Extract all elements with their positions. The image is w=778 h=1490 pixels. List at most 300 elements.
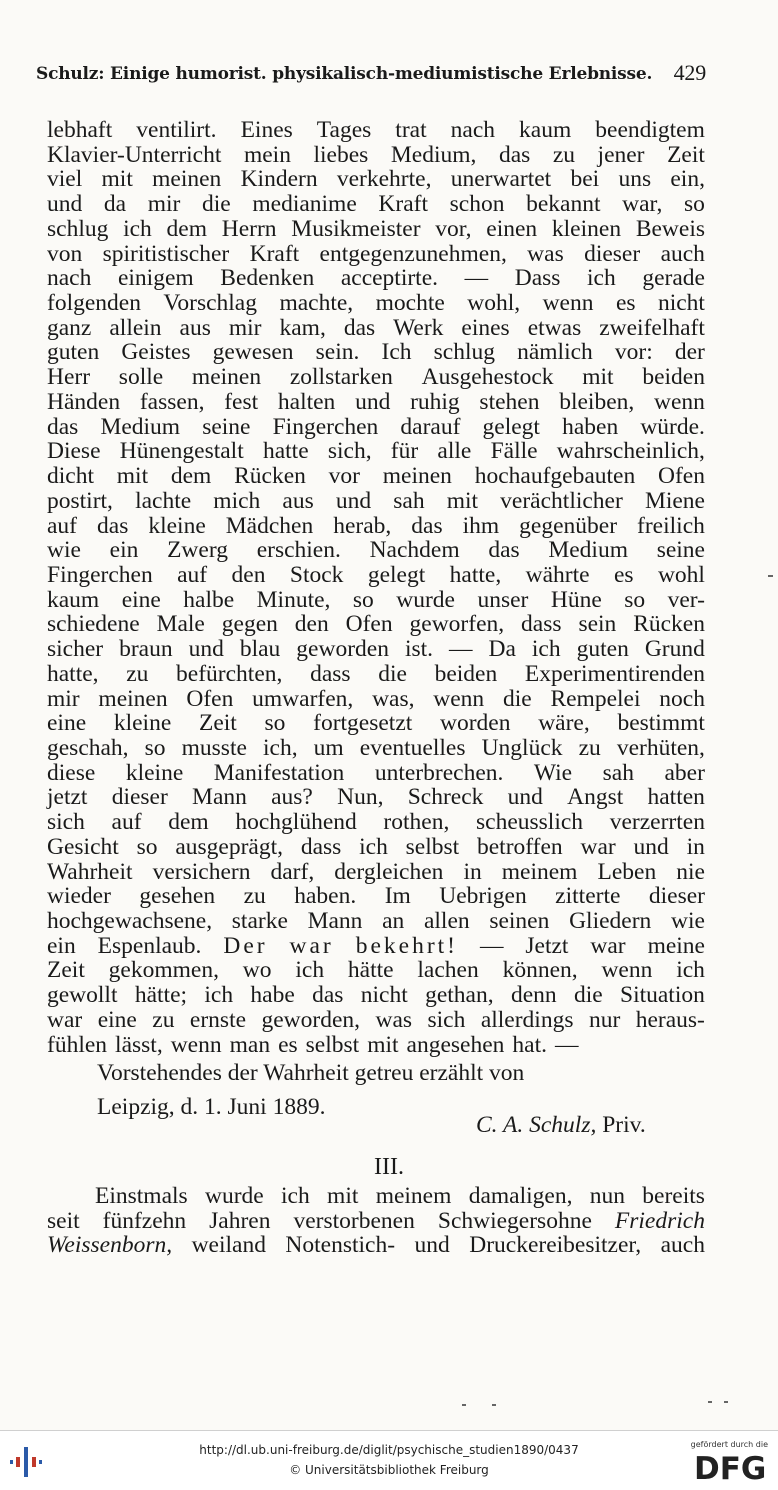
section-heading: III. [374,1154,404,1180]
word: rothen, [383,809,450,836]
text-line [47,1033,705,1058]
word: wie [47,537,81,564]
word: Minute, [256,586,331,613]
word: ich, [262,734,298,761]
word: einen [486,215,538,242]
word: auf [111,809,142,836]
word: das [488,537,520,564]
word: Geistes [121,339,191,366]
word: gekommen, [108,957,219,984]
word: machte, [279,290,354,317]
word: denn [510,982,557,1009]
word: postirt, [47,487,113,514]
word: zweifelhaft [599,314,705,341]
word: erschien. [256,537,341,564]
word: so [624,586,646,613]
word: Mann [307,908,363,934]
word: folgenden [47,290,141,317]
word: Klavier-Unterricht [47,141,222,168]
word: mir [47,685,80,712]
word: Medium [548,537,628,564]
word: nur [588,1006,621,1033]
word: Medium, [390,141,477,168]
text-line [47,365,705,390]
word: dicht [47,463,94,490]
word: hat. [512,1031,547,1058]
word: darauf [400,413,461,440]
word: seinen [489,908,550,934]
word: an [382,908,405,934]
word: aber [664,759,705,786]
word: Angst [567,784,624,811]
scan-speck [708,1401,712,1403]
word: Medium [100,413,181,440]
word: zu [243,883,266,910]
closing-place-date: Leipzig, d. 1. Juni 1889. [97,1094,326,1120]
word: ich [359,833,388,860]
word: gewesen [212,339,294,366]
text-line [47,167,705,192]
word: Bedenken [220,265,315,292]
word: das [411,512,443,539]
word: nach [450,117,496,143]
word: die [573,982,603,1009]
word: und [633,833,669,860]
word: angesehen [406,1031,505,1058]
word: solle [118,364,164,391]
word: da [103,191,127,218]
word: das [47,413,79,440]
word: kleine [125,759,184,786]
word: stehen [479,388,540,415]
word: dieser [111,784,168,811]
word: geworden [296,636,389,663]
word: dem [170,463,212,490]
word: Kraft [249,240,300,267]
word: Gesicht [47,833,119,860]
word: bereits [642,1183,705,1209]
word: so [136,833,158,860]
word: Beweis [635,215,705,242]
word: Jetzt [525,932,569,959]
word: acceptirte. [340,265,439,292]
word: wenn [542,290,594,317]
word: es [278,1031,298,1058]
word: sich, [327,438,372,465]
word: für [390,438,419,465]
word: lebhaft [47,117,113,143]
word: uns [618,166,652,193]
word: — [555,1031,579,1058]
text-line [47,439,705,464]
word: damaligen, [468,1183,573,1209]
word: Herr [47,364,91,391]
word: haben. [294,883,357,910]
word: fest [224,388,259,415]
word: mir [228,314,262,341]
word: nach [47,265,92,292]
word: was [527,240,564,267]
copyright-notice: © Universitätsbibliothek Freiburg [289,1463,489,1477]
text-line [47,340,705,365]
word: ich [123,215,152,242]
word: gethan, [425,982,494,1009]
word: kam, [279,314,326,341]
word: und [47,191,83,218]
word: hatte [262,438,309,465]
word: Diese [47,438,101,465]
text-line [47,242,705,267]
word: verzerrten [609,809,705,836]
word: so [352,586,374,613]
word: hochgewachsene, [47,908,213,934]
word: eine [47,710,87,737]
word: medianime [252,191,357,218]
word: selbst [305,1031,360,1058]
word: Fingerchen [47,561,153,588]
word: von [47,240,83,267]
word: schlug [433,339,495,366]
text-line [47,1233,705,1258]
word: beiden [642,364,705,391]
text-line [47,1209,705,1234]
word: wieder [47,883,111,910]
word: fünfzehn [102,1207,187,1234]
word: sah [393,487,425,514]
word: entgegenzunehmen, [319,240,507,267]
word: schiedene [47,611,140,638]
word: Nun, [337,784,384,811]
word: Zeit [198,710,237,737]
word: geworfen, [409,611,505,638]
text-line [47,192,705,217]
text-line [47,860,705,885]
word: gelegt [482,413,540,440]
word: vor: [614,339,653,366]
word: worden [440,710,511,737]
word: betroffen [476,833,563,860]
word: allen [423,908,470,934]
word: und [414,1232,450,1259]
text-line [47,637,705,662]
word: Mann [192,784,247,811]
word: Wahrheit [47,858,133,885]
word: Vorschlag [163,290,257,317]
word: Eines [240,117,293,143]
word: und [507,784,543,811]
text-line [47,1008,705,1033]
text-line [47,390,705,415]
word: Gliedern [569,908,652,934]
word: es [615,290,636,317]
word: dass [310,660,351,687]
word: bekehrt! [355,932,458,959]
word: Grund [644,636,705,663]
word: meinen [152,166,222,193]
word: geworden, [261,1006,361,1033]
word: noch [659,685,705,712]
word: Rücken [633,611,705,638]
word: war [580,833,616,860]
word: wenn [170,1031,222,1058]
word: herab, [333,512,392,539]
word: ich [587,265,616,292]
word: würde. [640,413,705,440]
word: verstorbenen [293,1207,415,1234]
word: braun [119,636,173,663]
word: das [312,982,344,1009]
word: mochte [375,290,445,317]
word: hochglühend [235,809,357,836]
word: sein. [315,339,360,366]
word: dergleichen [334,858,444,885]
text-line [47,291,705,316]
text-line [47,563,705,588]
closing-attestation: Vorstehendes der Wahrheit getreu erzählt von [97,1060,525,1086]
word: kleine [113,710,172,737]
word: ist. [404,636,434,663]
word: Ofen [345,611,393,638]
word: guten [576,636,629,663]
text-line [47,1184,705,1209]
word: zu [578,734,601,761]
dfg-logo-icon[interactable] [692,1448,766,1484]
scan-speck [768,575,773,577]
text-line [47,143,705,168]
text-line [47,464,705,489]
word: nie [676,858,705,885]
word: lachte [135,487,192,514]
text-line [47,958,705,983]
word: die [202,191,231,218]
word: gelegt [367,561,426,588]
word: was [375,1006,413,1033]
word: wo [242,957,272,984]
word: dieser [584,240,641,267]
word: dieser [648,883,705,910]
word: sich [47,809,85,836]
word: auf [47,512,78,539]
word: wurde [396,586,455,613]
word: aus [179,314,211,341]
word: meine [647,932,705,959]
running-header-title: Schulz: Einige humorist. physikalisch-mediumistische Erlebnisse. [36,64,653,84]
word: fortgesetzt [313,710,413,737]
word: das [97,512,129,539]
word: beiden [434,660,498,687]
page-number: 429 [673,60,706,85]
word: ich [295,957,325,984]
word: spiritistischer [102,240,230,267]
word: vor [328,463,360,490]
word: mit [116,463,149,490]
word: aus [282,487,314,514]
word: den [294,611,329,638]
word: Druckereibesitzer, [469,1232,642,1259]
word: war [590,932,626,959]
word: schlug [47,215,109,242]
word: auch [660,1232,705,1259]
word: eine [121,586,161,613]
word: einigem [117,265,194,292]
word: — [464,265,489,292]
word: mit [327,1183,359,1209]
word: selbst [405,833,460,860]
word: gegenüber [519,512,618,539]
word: Kraft [378,191,429,218]
word: zu [126,660,149,687]
word: Musikmeister [291,215,421,242]
word: jener [597,141,645,168]
word: Einstmals [95,1183,188,1209]
word: meinem [501,858,578,885]
word: Ofen [657,463,705,490]
word: gerade [642,265,705,292]
word: seit [47,1207,80,1234]
word: Nachdem [369,537,460,564]
word: unser [477,586,529,613]
word: auch [660,240,705,267]
word: das [498,141,531,168]
word: heraus- [635,1006,705,1033]
word: Zeit [47,957,85,984]
word: was, [372,685,415,712]
word: Händen [47,388,121,415]
word: Rücken [234,463,306,490]
word: Espenlaub. [97,932,202,959]
word: wenn [601,957,653,984]
word: ihm [462,512,500,539]
word: in [463,858,482,885]
word: ein [47,932,76,959]
scan-speck [724,1401,728,1403]
word: versichern [152,858,251,885]
word: jetzt [47,784,88,811]
word: es [613,561,634,588]
word: ganz [47,314,92,341]
funding-note: gefördert durch die [690,1440,768,1449]
word: beendigtem [595,117,705,143]
signature-name: C. A. Schulz, [476,1112,597,1138]
word: meinem [375,1183,452,1209]
word: wohl, [467,290,521,317]
word: liebes [313,141,369,168]
word: ich [281,1183,310,1209]
word: sich [427,1006,466,1033]
word: so [683,191,705,218]
text-line [47,489,705,514]
word: wäre, [538,710,590,737]
word: zollstarken [289,364,393,391]
word: nun [589,1183,625,1209]
running-header [36,60,706,90]
source-url-link[interactable]: http://dl.ub.uni-freiburg.de/diglit/psychische_studien1890/0437 [199,1443,579,1457]
word: mit [101,166,133,193]
word: Ofen [186,685,234,712]
word: hatte, [449,561,502,588]
word: Der [223,932,268,959]
word: verkehrte, [336,166,432,193]
word: Jahren [209,1207,271,1234]
signature-suffix: Priv. [602,1112,646,1138]
word: dem [166,215,208,242]
text-line [47,266,705,291]
word: Male [156,611,205,638]
word: wohl [657,561,705,588]
word: kleinen [551,215,622,242]
word: um [313,734,344,761]
word: halten [277,388,336,415]
word: verhüten, [616,734,705,761]
word: ausgeprägt, [175,833,283,860]
word: meinen [382,463,452,490]
text-line [47,538,705,563]
word: sah [602,759,634,786]
word: wenn [433,685,485,712]
word: freilich [637,512,705,539]
word: sein [578,611,617,638]
word: allerdings [480,1006,574,1033]
word: der [674,339,705,366]
word: die [502,685,532,712]
word: kaum [519,117,572,143]
text-line [47,909,705,934]
text-line [47,983,705,1008]
word: verächtlicher [500,487,623,514]
word: bleiben, [559,388,635,415]
word: dass [300,833,342,860]
word: ein [109,537,139,564]
text-line [47,588,705,613]
section-text [47,1184,705,1258]
text-line [47,761,705,786]
word: Ich [381,339,412,366]
word: Herrn [221,215,277,242]
word: mit [367,1031,399,1058]
word: ich [204,982,234,1009]
word: währte [525,561,590,588]
word: ich [531,636,561,663]
word: Im [384,883,411,910]
word: befürchten, [176,660,283,687]
word: so [264,710,286,737]
word: auf [177,561,208,588]
scan-speck [492,1404,496,1406]
word: Leben [597,858,657,885]
word: vor, [435,215,472,242]
word: hatten [647,784,705,811]
word: mein [243,141,291,168]
word: guten [47,339,100,366]
word: trat [395,117,427,143]
word: unterbrechen. [374,759,504,786]
text-line [47,612,705,637]
word: geschah, [47,734,129,761]
word: mich [213,487,261,514]
word: eventuelles [359,734,466,761]
word: fassen, [139,388,205,415]
word: ein, [670,166,705,193]
text-line [47,934,705,959]
word: die [378,660,407,687]
word: und [335,487,372,514]
text-line [47,884,705,909]
word: zu [552,141,575,168]
viewer-footer [0,1430,778,1490]
word: war [47,1006,83,1033]
word: in [686,833,705,860]
word: Uebrigen [439,883,527,910]
